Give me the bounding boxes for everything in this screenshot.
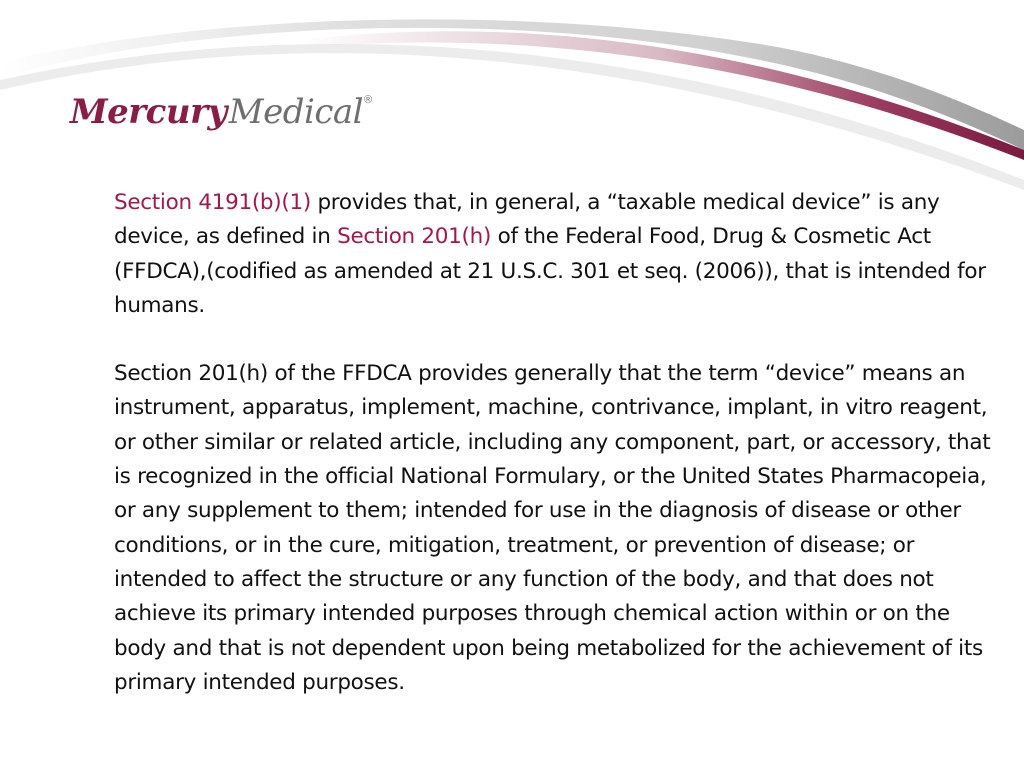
paragraph-device-definition: Section 201(h) of the FFDCA provides generally that the term “device” means an instrument, apparatus, implement, machine, contrivance, implant, in vitro reagent, or other similar or related article, including any component, part, or accessory, that is recognized in the official National Formulary, or the United States Pharmacopeia, or any supplement to them; intended for use in the diagnosis of disease or other conditions, or in the cure, mitigation, treatment, or prevention of disease; or intended to affect the structure or any function of the body, and that does not achieve its primary intended purposes through chemical action within or on the body and that is not dependent upon being metabolized for the achievement of its primary intended purposes.	[114, 361, 991, 695]
registered-mark: ®	[364, 94, 373, 106]
section-201h-reference: Section 201(h)	[337, 224, 492, 250]
section-4191-reference: Section 4191(b)(1)	[114, 190, 311, 215]
paragraph1-text2: of the Federal Food, Drug & Cosmetic Act (FFDCA),(codified as amended at 21 U.S.C. 301 et seq. (2006)), that is intended for humans.	[114, 224, 986, 318]
mercury-medical-logo	[70, 92, 372, 136]
paragraph1-text1: provides that, in general, a “taxable medical device” is any device, as defined in	[114, 190, 940, 250]
logo-medical: Medical	[228, 92, 364, 132]
paragraph-taxable-device	[114, 186, 994, 323]
slide-body	[114, 186, 994, 700]
logo-mercury: Mercury	[70, 92, 227, 132]
